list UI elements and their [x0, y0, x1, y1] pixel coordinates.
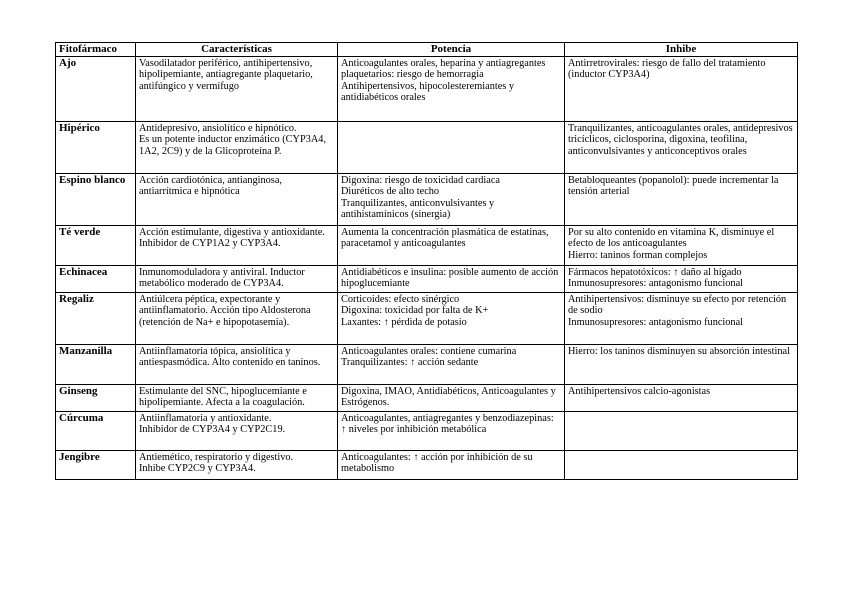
caracteristicas-cell: [136, 173, 338, 225]
caracteristicas-line: Inhibe CYP2C9 y CYP3A4.: [139, 463, 256, 475]
plant-name-cell: Ginseng: [56, 384, 136, 411]
potencia-cell: [338, 384, 565, 411]
caracteristicas-cell: [136, 292, 338, 344]
header-potencia: Potencia: [338, 43, 565, 57]
potencia-line: Anticoagulantes: ↑ acción por inhibición de su metabolismo: [341, 451, 533, 475]
caracteristicas-cell: [136, 384, 338, 411]
inhibe-cell: [565, 450, 798, 479]
plant-name-cell: Echinacea: [56, 265, 136, 292]
caracteristicas-cell: [136, 56, 338, 121]
table-body: [56, 56, 798, 479]
table-row: [56, 344, 798, 384]
inhibe-cell: [565, 384, 798, 411]
table-row: [56, 173, 798, 225]
caracteristicas-line: Es un potente inductor enzimático (CYP3A4, 1A2, 2C9) y de la Glicoproteína P.: [139, 134, 327, 157]
potencia-cell: [338, 265, 565, 292]
potencia-line: Diuréticos de alto techo: [341, 186, 440, 198]
inhibe-line: Fármacos hepatotóxicos: ↑ daño al hígado: [568, 266, 742, 278]
caracteristicas-line: Inhibidor de CYP3A4 y CYP2C19.: [139, 424, 286, 436]
caracteristicas-line: Estimulante del SNC, hipoglucemiante e hipolipemiante. Afecta a la coagulación.: [139, 385, 307, 409]
table-row: [56, 384, 798, 411]
header-caracteristicas: Características: [136, 43, 338, 57]
inhibe-line: Por su alto contenido en vitamina K, disminuye el efecto de los anticoagulantes: [568, 226, 775, 250]
caracteristicas-line: Antiinflamatoria y antioxidante.: [139, 412, 272, 424]
caracteristicas-line: Antidepresivo, ansiolítico e hipnótico.: [139, 122, 297, 134]
potencia-line: Anticoagulantes orales: contiene cumarina: [341, 345, 517, 357]
potencia-cell: [338, 411, 565, 450]
header-fitofarmaco: Fitofármaco: [56, 43, 136, 57]
potencia-cell: [338, 173, 565, 225]
inhibe-line: Antihipertensivos: disminuye su efecto por retención de sodio: [568, 293, 787, 317]
inhibe-line: Antirretrovirales: riesgo de fallo del tratamiento (inductor CYP3A4): [568, 57, 766, 81]
caracteristicas-cell: [136, 121, 338, 173]
plant-name-cell: Jengibre: [56, 450, 136, 479]
caracteristicas-line: Acción estimulante, digestiva y antioxidante. Inhibidor de CYP1A2 y CYP3A4.: [139, 226, 325, 250]
caracteristicas-cell: [136, 411, 338, 450]
inhibe-cell: [565, 225, 798, 265]
table-row: [56, 56, 798, 121]
potencia-line: Digoxina, IMAO, Antidiabéticos, Anticoagulantes y Estrógenos.: [341, 385, 556, 409]
caracteristicas-line: Inmunomoduladora y antiviral. Inductor metabólico moderado de CYP3A4.: [139, 266, 305, 290]
potencia-line: Digoxina: riesgo de toxicidad cardiaca: [341, 174, 500, 186]
caracteristicas-cell: [136, 344, 338, 384]
plant-name-cell: Té verde: [56, 225, 136, 265]
caracteristicas-cell: [136, 225, 338, 265]
inhibe-line: Inmunosupresores: antagonismo funcional: [568, 316, 744, 328]
header-row: [56, 43, 798, 57]
caracteristicas-cell: [136, 265, 338, 292]
plant-name-cell: Espino blanco: [56, 173, 136, 225]
potencia-cell: [338, 56, 565, 121]
inhibe-line: Betabloqueantes (popanolol): puede incrementar la tensión arterial: [568, 174, 779, 198]
potencia-line: Antihipertensivos, hipocolesteremiantes y antidiabéticos orales: [341, 80, 515, 104]
potencia-cell: [338, 450, 565, 479]
potencia-cell: [338, 225, 565, 265]
potencia-line: Anticoagulantes orales, heparina y antiagregantes plaquetarios: riesgo de hemorragia: [341, 57, 546, 81]
caracteristicas-line: Antiemético, respiratorio y digestivo.: [139, 451, 294, 463]
caracteristicas-line: Acción cardiotónica, antianginosa, antiarrítmica e hipnótica: [139, 174, 282, 198]
plant-name-cell: Cúrcuma: [56, 411, 136, 450]
potencia-line: Antidiabéticos e insulina: posible aumento de acción hipoglucemiante: [341, 266, 559, 290]
potencia-line: Corticoides: efecto sinérgico: [341, 293, 460, 305]
caracteristicas-line: Vasodilatador periférico, antihipertensivo, hipolipemiante, antiagregante plaquetario, antifúngico y vermífugo: [139, 57, 313, 92]
plant-name-cell: Regaliz: [56, 292, 136, 344]
caracteristicas-cell: [136, 450, 338, 479]
inhibe-line: Hierro: taninos forman complejos: [568, 249, 708, 261]
potencia-cell: [338, 292, 565, 344]
inhibe-cell: [565, 344, 798, 384]
plant-name-cell: Ajo: [56, 56, 136, 121]
header-inhibe: Inhibe: [565, 43, 798, 57]
inhibe-cell: [565, 56, 798, 121]
inhibe-cell: [565, 173, 798, 225]
inhibe-cell: [565, 292, 798, 344]
potencia-line: Tranquilizantes: ↑ acción sedante: [341, 357, 479, 369]
inhibe-line: Tranquilizantes, anticoagulantes orales, antidepresivos tricíclicos, ciclosporina, digoxina, teofilina, anticonvulsivantes y anticonceptivos orales: [568, 122, 793, 157]
inhibe-cell: [565, 411, 798, 450]
table-row: [56, 121, 798, 173]
potencia-line: Anticoagulantes, antiagregantes y benzodiazepinas: ↑ niveles por inhibición metabólica: [341, 412, 554, 436]
plant-name-cell: Manzanilla: [56, 344, 136, 384]
table-row: [56, 450, 798, 479]
potencia-line: Digoxina: toxicidad por falta de K+: [341, 305, 489, 317]
inhibe-cell: [565, 265, 798, 292]
inhibe-cell: [565, 121, 798, 173]
table-row: [56, 265, 798, 292]
potencia-cell: [338, 121, 565, 173]
table-row: [56, 225, 798, 265]
potencia-line: Aumenta la concentración plasmática de estatinas, paracetamol y anticoagulantes: [341, 226, 549, 250]
potencia-line: Laxantes: ↑ pérdida de potasio: [341, 316, 467, 328]
caracteristicas-line: Antiinflamatoria tópica, ansiolítica y antiespasmódica. Alto contenido en taninos.: [139, 345, 321, 369]
table-row: [56, 292, 798, 344]
plant-name-cell: Hipérico: [56, 121, 136, 173]
inhibe-line: Inmunosupresores: antagonismo funcional: [568, 278, 744, 290]
table-row: [56, 411, 798, 450]
potencia-cell: [338, 344, 565, 384]
caracteristicas-line: Antiúlcera péptica, expectorante y antiinflamatorio. Acción tipo Aldosterona (retención de Na+ e hipopotasemia).: [139, 293, 311, 328]
potencia-line: Tranquilizantes, anticonvulsivantes y antihistamínicos (sinergia): [341, 197, 495, 221]
inhibe-line: Hierro: los taninos disminuyen su absorción intestinal: [568, 345, 790, 357]
inhibe-line: Antihipertensivos calcio-agonistas: [568, 385, 711, 397]
phytodrug-interactions-table: [55, 42, 798, 480]
